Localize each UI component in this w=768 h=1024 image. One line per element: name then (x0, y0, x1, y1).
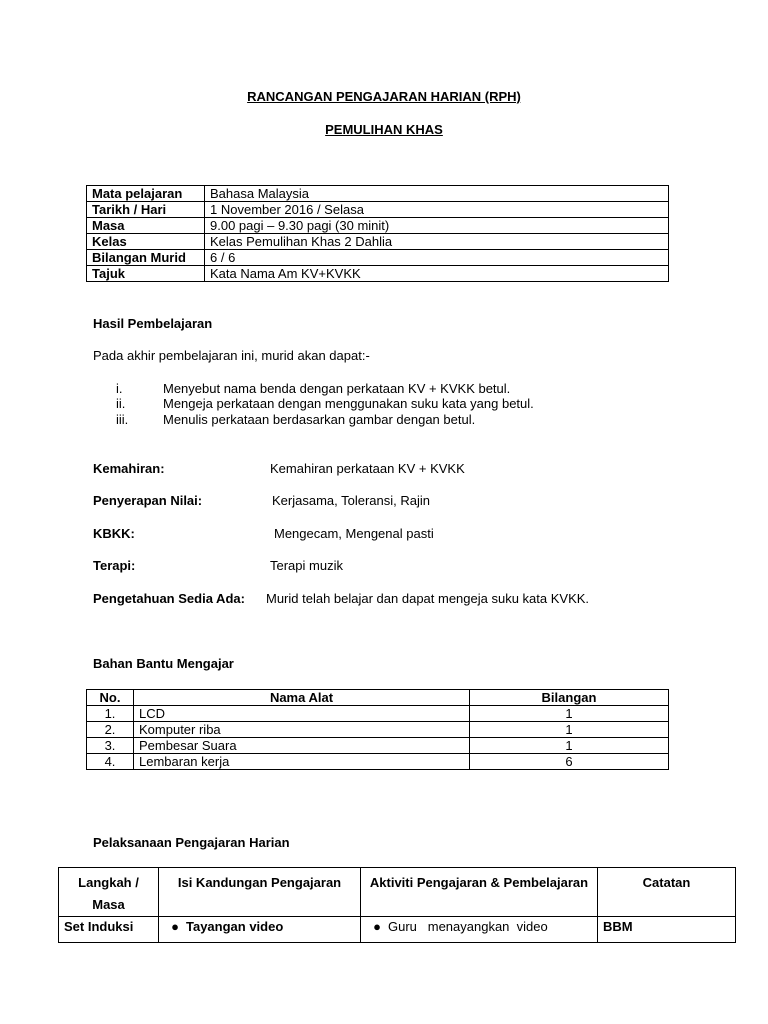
list-number: iii. (116, 412, 129, 427)
col-header-langkah: Langkah / Masa (59, 868, 159, 917)
info-value: Bahasa Malaysia (205, 186, 669, 202)
terapi-label: Terapi: (93, 558, 136, 573)
bullet-icon: ● (171, 919, 179, 934)
info-label: Kelas (87, 234, 205, 250)
bullet-icon: ● (373, 919, 381, 934)
kbkk-value: Mengecam, Mengenal pasti (274, 526, 434, 541)
info-label: Bilangan Murid (87, 250, 205, 266)
plan-header-row (59, 868, 736, 917)
cell-nama: Pembesar Suara (134, 738, 470, 754)
info-value: Kelas Pemulihan Khas 2 Dahlia (205, 234, 669, 250)
info-row (87, 186, 669, 202)
table-row (87, 722, 669, 738)
cell-isi (159, 917, 361, 943)
hasil-intro: Pada akhir pembelajaran ini, murid akan dapat:- (93, 348, 370, 363)
cell-no: 3. (87, 738, 134, 754)
pengetahuan-label: Pengetahuan Sedia Ada: (93, 591, 245, 606)
info-row (87, 266, 669, 282)
info-label: Tajuk (87, 266, 205, 282)
cell-no: 1. (87, 706, 134, 722)
plan-heading: Pelaksanaan Pengajaran Harian (93, 835, 290, 850)
bbm-table (86, 689, 669, 770)
list-text: Menulis perkataan berdasarkan gambar dengan betul. (163, 412, 476, 427)
bbm-heading: Bahan Bantu Mengajar (93, 656, 234, 671)
list-item (116, 396, 534, 411)
col-header-nama: Nama Alat (134, 690, 470, 706)
col-header-bilangan: Bilangan (470, 690, 669, 706)
kemahiran-label: Kemahiran: (93, 461, 165, 476)
info-row (87, 250, 669, 266)
list-number: i. (116, 381, 123, 396)
kbkk-label: KBKK: (93, 526, 135, 541)
document-title: RANCANGAN PENGAJARAN HARIAN (RPH) (247, 89, 521, 104)
info-table (86, 185, 669, 282)
info-value: 9.00 pagi – 9.30 pagi (30 minit) (205, 218, 669, 234)
hasil-heading: Hasil Pembelajaran (93, 316, 213, 331)
table-row (87, 706, 669, 722)
document-subtitle: PEMULIHAN KHAS (325, 122, 443, 137)
pengetahuan-value: Murid telah belajar dan dapat mengeja suku kata KVKK. (266, 591, 590, 606)
table-row (87, 738, 669, 754)
info-label: Masa (87, 218, 205, 234)
col-header-no: No. (87, 690, 134, 706)
cell-bilangan: 1 (470, 706, 669, 722)
cell-bilangan: 6 (470, 754, 669, 770)
info-value: Kata Nama Am KV+KVKK (205, 266, 669, 282)
info-value: 6 / 6 (205, 250, 669, 266)
info-value: 1 November 2016 / Selasa (205, 202, 669, 218)
info-row (87, 202, 669, 218)
table-row (87, 754, 669, 770)
col-header-aktiviti: Aktiviti Pengajaran & Pembelajaran (361, 868, 598, 917)
list-text: Mengeja perkataan dengan menggunakan suku kata yang betul. (163, 396, 534, 411)
cell-nama: Lembaran kerja (134, 754, 470, 770)
nilai-label: Penyerapan Nilai: (93, 493, 203, 508)
list-item (116, 381, 510, 396)
list-text: Menyebut nama benda dengan perkataan KV + KVKK betul. (163, 381, 511, 396)
cell-no: 2. (87, 722, 134, 738)
cell-nama: Komputer riba (134, 722, 470, 738)
kemahiran-value: Kemahiran perkataan KV + KVKK (270, 461, 465, 476)
cell-aktiviti (361, 917, 598, 943)
cell-aktiviti-text: Guru menayangkan video (388, 919, 548, 934)
nilai-value: Kerjasama, Toleransi, Rajin (272, 493, 430, 508)
list-item (116, 412, 475, 427)
cell-bilangan: 1 (470, 722, 669, 738)
list-number: ii. (116, 396, 126, 411)
plan-table (58, 867, 736, 943)
table-row (59, 917, 736, 943)
cell-no: 4. (87, 754, 134, 770)
info-label: Mata pelajaran (87, 186, 205, 202)
terapi-value: Terapi muzik (270, 558, 343, 573)
info-row (87, 218, 669, 234)
cell-nama: LCD (134, 706, 470, 722)
col-header-catatan: Catatan (598, 868, 736, 917)
info-label: Tarikh / Hari (87, 202, 205, 218)
cell-bilangan: 1 (470, 738, 669, 754)
cell-langkah: Set Induksi (59, 917, 159, 943)
cell-catatan: BBM (598, 917, 736, 943)
cell-isi-text: Tayangan video (186, 919, 284, 934)
info-row (87, 234, 669, 250)
col-header-isi: Isi Kandungan Pengajaran (159, 868, 361, 917)
bbm-header-row (87, 690, 669, 706)
